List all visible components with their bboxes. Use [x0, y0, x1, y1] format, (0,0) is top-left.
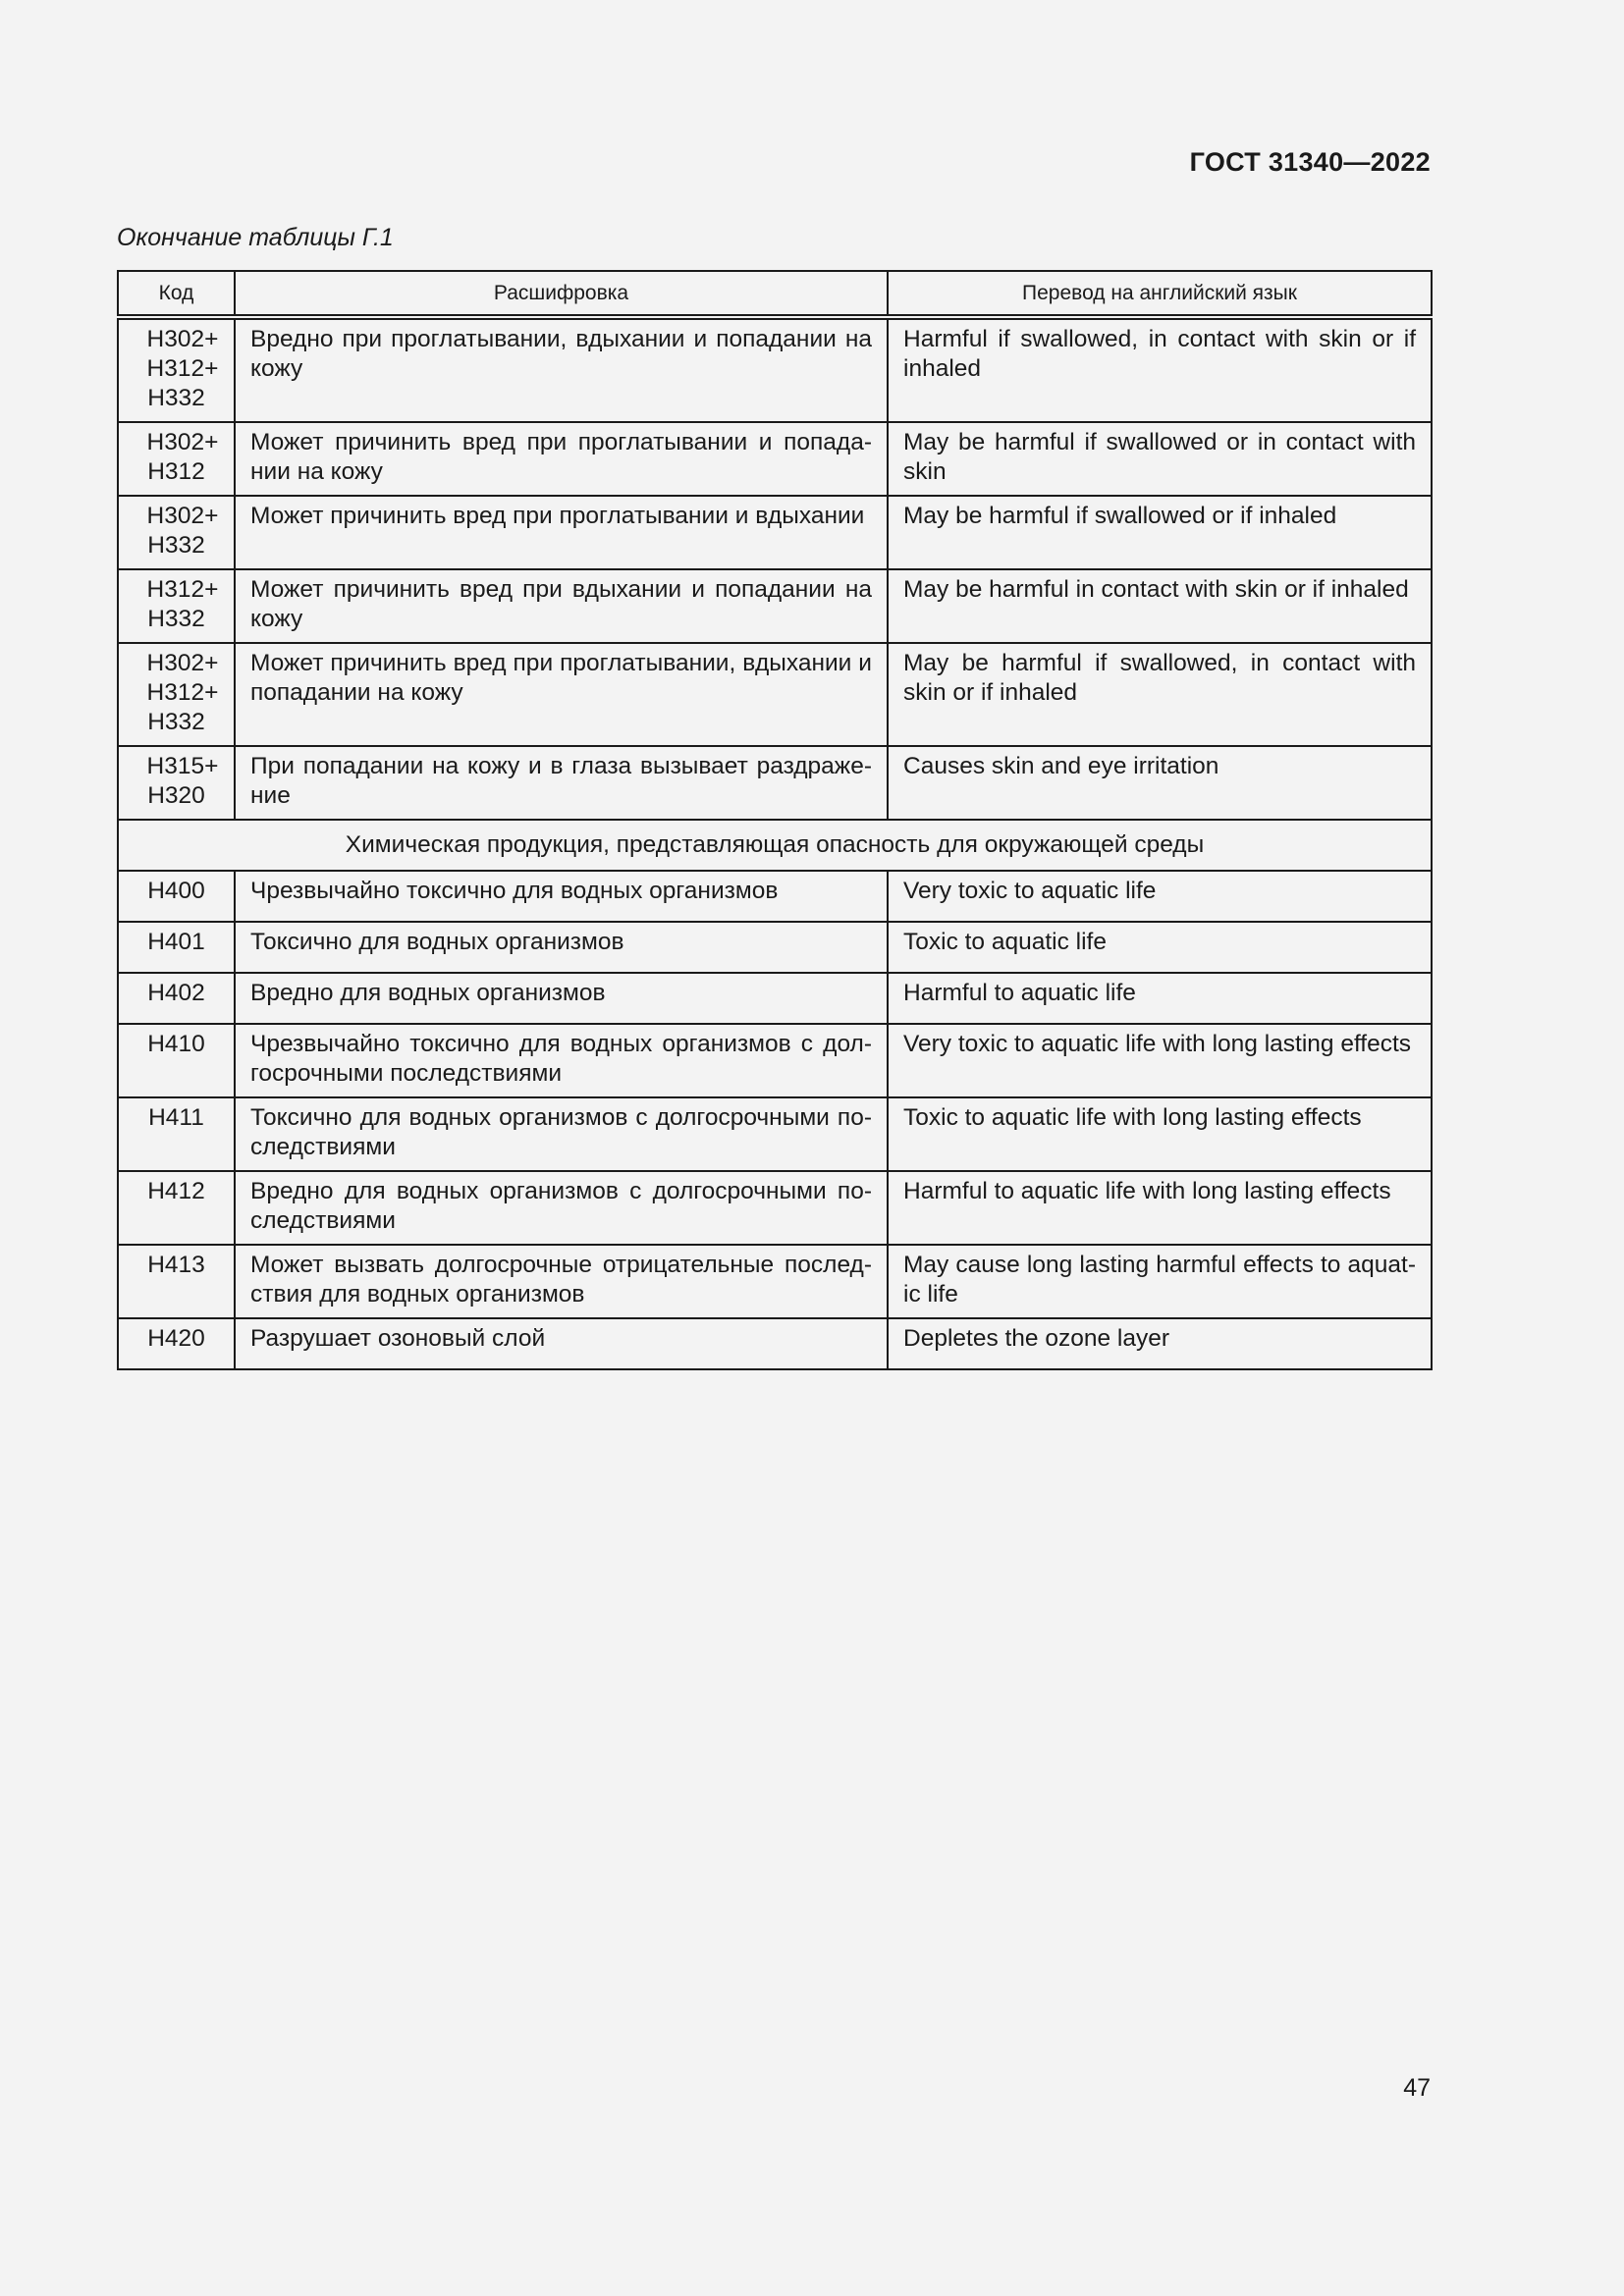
russian-text: Токсично для водных организмов с долгосрочными последствиями: [235, 1097, 888, 1171]
hazard-code: H412: [118, 1171, 235, 1245]
table-row: [118, 1318, 1432, 1369]
column-header-english: Перевод на английский язык: [888, 271, 1432, 317]
hazard-code: H413: [118, 1245, 235, 1318]
table-row: [118, 643, 1432, 746]
table-row: [118, 973, 1432, 1024]
table-header-row: [118, 271, 1432, 317]
russian-text: Чрезвычайно токсично для водных организмов с долгосрочными последствиями: [235, 1024, 888, 1097]
hazard-code: H420: [118, 1318, 235, 1369]
english-text: Harmful to aquatic life: [888, 973, 1432, 1024]
table-row: [118, 1097, 1432, 1171]
russian-text: Может причинить вред при проглатывании, вдыхании и попадании на кожу: [235, 643, 888, 746]
english-text: Toxic to aquatic life with long lasting effects: [888, 1097, 1432, 1171]
hazard-code-cell: [118, 496, 235, 569]
russian-text: При попадании на кожу и в глаза вызывает раздражение: [235, 746, 888, 820]
table-row: [118, 496, 1432, 569]
hazard-code-cell: [118, 422, 235, 496]
hazard-code: H401: [118, 922, 235, 973]
hazard-code: H402: [118, 973, 235, 1024]
table-caption: Окончание таблицы Г.1: [117, 224, 394, 251]
russian-text: Может причинить вред при вдыхании и попадании на кожу: [235, 569, 888, 643]
russian-text: Чрезвычайно токсично для водных организмов: [235, 871, 888, 922]
section-row: [118, 820, 1432, 871]
page-number: 47: [1403, 2074, 1431, 2102]
english-text: Very toxic to aquatic life with long lasting effects: [888, 1024, 1432, 1097]
english-text: May be harmful if swallowed or if inhaled: [888, 496, 1432, 569]
hazard-code: H315+ H320: [146, 753, 219, 809]
table-row: [118, 569, 1432, 643]
russian-text: Токсично для водных организмов: [235, 922, 888, 973]
table-row: [118, 422, 1432, 496]
column-header-code: Код: [118, 271, 235, 317]
hazard-code: H410: [118, 1024, 235, 1097]
english-text: Toxic to aquatic life: [888, 922, 1432, 973]
hazard-code: H312+ H332: [146, 576, 219, 632]
english-text: Depletes the ozone layer: [888, 1318, 1432, 1369]
section-title: Химическая продукция, представляющая опасность для окружающей среды: [118, 820, 1432, 871]
table-row: [118, 871, 1432, 922]
russian-text: Может причинить вред при проглатывании и попадании на кожу: [235, 422, 888, 496]
hazard-codes-table: [117, 270, 1433, 1370]
russian-text: Разрушает озоновый слой: [235, 1318, 888, 1369]
english-text: Harmful if swallowed, in contact with skin or if inhaled: [888, 317, 1432, 422]
hazard-code-cell: [118, 569, 235, 643]
hazard-code: H302+ H332: [146, 503, 219, 559]
table-row: [118, 746, 1432, 820]
hazard-code-cell: [118, 746, 235, 820]
hazard-code: H302+ H312: [146, 429, 219, 485]
english-text: May be harmful in contact with skin or if inhaled: [888, 569, 1432, 643]
hazard-code-cell: [118, 643, 235, 746]
hazard-code: H411: [118, 1097, 235, 1171]
table-row: [118, 1024, 1432, 1097]
column-header-decoding: Расшифровка: [235, 271, 888, 317]
english-text: May be harmful if swallowed or in contact with skin: [888, 422, 1432, 496]
russian-text: Вредно для водных организмов: [235, 973, 888, 1024]
english-text: Causes skin and eye irritation: [888, 746, 1432, 820]
table-row: [118, 922, 1432, 973]
hazard-code: H302+ H312+ H332: [146, 650, 219, 735]
document-id: ГОСТ 31340—2022: [1189, 147, 1431, 177]
english-text: May be harmful if swallowed, in contact with skin or if inhaled: [888, 643, 1432, 746]
hazard-code: H400: [118, 871, 235, 922]
table-row: [118, 317, 1432, 422]
english-text: Very toxic to aquatic life: [888, 871, 1432, 922]
english-text: May cause long lasting harmful effects to aquatic life: [888, 1245, 1432, 1318]
table-row: [118, 1171, 1432, 1245]
table-row: [118, 1245, 1432, 1318]
russian-text: Вредно при проглатывании, вдыхании и попадании на кожу: [235, 317, 888, 422]
english-text: Harmful to aquatic life with long lasting effects: [888, 1171, 1432, 1245]
hazard-code-cell: [118, 317, 235, 422]
russian-text: Вредно для водных организмов с долгосрочными последствиями: [235, 1171, 888, 1245]
hazard-code: H302+ H312+ H332: [146, 326, 219, 411]
russian-text: Может вызвать долгосрочные отрицательные последствия для водных организмов: [235, 1245, 888, 1318]
russian-text: Может причинить вред при проглатывании и вдыхании: [235, 496, 888, 569]
